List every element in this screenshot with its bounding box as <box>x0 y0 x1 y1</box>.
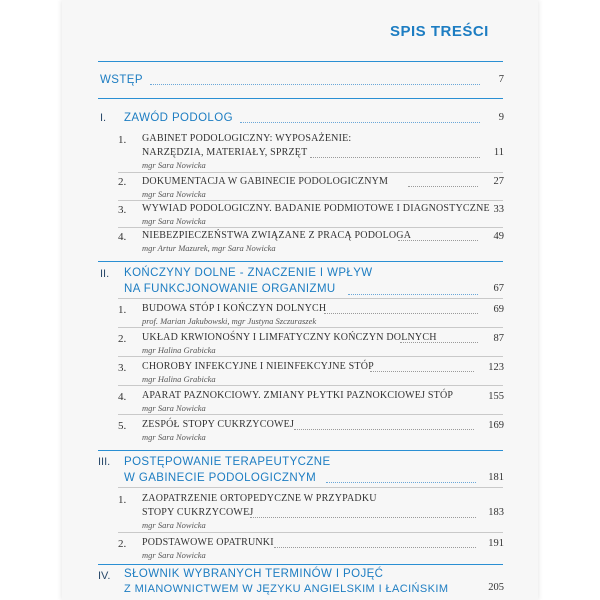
divider <box>118 385 503 386</box>
item-title-line: NARZĘDZIA, MATERIAŁY, SPRZĘT <box>142 147 308 158</box>
item-number: 3. <box>118 362 127 374</box>
item-page: 69 <box>493 304 504 315</box>
item-title-line: PODSTAWOWE OPATRUNKI <box>142 537 274 548</box>
item-number: 2. <box>118 333 127 345</box>
item-page: 155 <box>488 391 504 402</box>
item-page: 11 <box>493 147 504 158</box>
item-title-line: NIEBEZPIECZEŃSTWA ZWIĄZANE Z PRACĄ PODOLOGA <box>142 230 412 241</box>
intro-page: 7 <box>498 74 504 85</box>
item-title-line: BUDOWA STÓP I KOŃCZYN DOLNYCH <box>142 303 327 314</box>
divider <box>118 227 503 228</box>
leader-dots <box>310 157 480 158</box>
divider <box>98 450 503 451</box>
part-page: 9 <box>498 112 504 123</box>
part-page: 205 <box>488 582 504 593</box>
item-page: 123 <box>488 362 504 373</box>
divider <box>98 98 503 99</box>
divider <box>118 414 503 415</box>
item-number: 5. <box>118 420 127 432</box>
part-numeral: IV. <box>98 570 111 582</box>
leader-dots <box>324 313 478 314</box>
item-author: mgr Sara Nowicka <box>142 160 206 170</box>
item-title-line: CHOROBY INFEKCYJNE I NIEINFEKCYJNE STÓP <box>142 361 374 372</box>
divider <box>118 532 503 533</box>
leader-dots <box>294 429 474 430</box>
part-title-line: KOŃCZYNY DOLNE - ZNACZENIE I WPŁYW <box>124 267 373 279</box>
leader-dots <box>348 294 478 295</box>
part-page: 181 <box>488 472 504 483</box>
toc-heading: SPIS TREŚCI <box>390 23 489 40</box>
divider <box>118 172 503 173</box>
item-number: 1. <box>118 134 127 146</box>
item-number: 1. <box>118 304 127 316</box>
item-author: mgr Sara Nowicka <box>142 403 206 413</box>
part-title-line: NA FUNKCJONOWANIE ORGANIZMU <box>124 283 336 295</box>
item-title-line: UKŁAD KRWIONOŚNY I LIMFATYCZNY KOŃCZYN DOLNYCH <box>142 332 437 343</box>
part-title-line: Z MIANOWNICTWEM W JĘZYKU ANGIELSKIM I ŁACIŃSKIM <box>124 583 449 595</box>
item-author: mgr Sara Nowicka <box>142 520 206 530</box>
part-title-line: POSTĘPOWANIE TERAPEUTYCZNE <box>124 456 331 468</box>
item-author: mgr Sara Nowicka <box>142 432 206 442</box>
divider <box>118 200 503 201</box>
item-author: mgr Sara Nowicka <box>142 550 206 560</box>
item-author: mgr Halina Grabicka <box>142 345 216 355</box>
divider <box>98 564 503 565</box>
item-page: 87 <box>493 333 504 344</box>
part-title-line: W GABINECIE PODOLOGICZNYM <box>124 472 317 484</box>
item-page: 169 <box>488 420 504 431</box>
item-number: 3. <box>118 204 127 216</box>
item-page: 33 <box>493 204 504 215</box>
leader-dots <box>326 482 476 483</box>
leader-dots <box>250 517 476 518</box>
part-numeral: I. <box>100 112 107 124</box>
leader-dots <box>240 122 480 123</box>
divider <box>118 487 503 488</box>
item-title-line: GABINET PODOLOGICZNY: WYPOSAŻENIE: <box>142 133 352 144</box>
intro-label: WSTĘP <box>100 74 143 86</box>
item-title-line: ZAOPATRZENIE ORTOPEDYCZNE W PRZYPADKU <box>142 493 377 504</box>
item-title-line: STOPY CUKRZYCOWEJ <box>142 507 254 518</box>
item-author: mgr Halina Grabicka <box>142 374 216 384</box>
divider <box>98 61 503 62</box>
part-page: 67 <box>493 283 504 294</box>
item-number: 2. <box>118 176 127 188</box>
item-number: 2. <box>118 538 127 550</box>
item-author: mgr Sara Nowicka <box>142 216 206 226</box>
divider <box>98 261 503 262</box>
leader-dots <box>150 84 480 85</box>
item-page: 49 <box>493 231 504 242</box>
item-page: 191 <box>488 538 504 549</box>
item-title-line: APARAT PAZNOKCIOWY. ZMIANY PŁYTKI PAZNOKCIOWEJ STÓP <box>142 390 454 401</box>
part-numeral: III. <box>98 456 111 468</box>
leader-dots <box>274 547 476 548</box>
item-author: mgr Sara Nowicka <box>142 189 206 199</box>
divider <box>118 356 503 357</box>
item-author: mgr Artur Mazurek, mgr Sara Nowicka <box>142 243 276 253</box>
item-page: 183 <box>488 507 504 518</box>
item-number: 4. <box>118 231 127 243</box>
item-author: prof. Marian Jakubowski, mgr Justyna Szczuraszek <box>142 316 317 326</box>
item-title-line: WYWIAD PODOLOGICZNY. BADANIE PODMIOTOWE I DIAGNOSTYCZNE <box>142 203 490 214</box>
divider <box>118 327 503 328</box>
item-title-line: DOKUMENTACJA W GABINECIE PODOLOGICZNYM <box>142 176 389 187</box>
item-number: 1. <box>118 494 127 506</box>
part-title: ZAWÓD PODOLOG <box>124 112 233 124</box>
part-numeral: II. <box>100 268 110 280</box>
leader-dots <box>370 371 474 372</box>
item-page: 27 <box>493 176 504 187</box>
book-page <box>62 0 538 600</box>
part-title-line: SŁOWNIK WYBRANYCH TERMINÓW I POJĘĆ <box>124 568 384 580</box>
divider <box>118 298 503 299</box>
item-title-line: ZESPÓŁ STOPY CUKRZYCOWEJ <box>142 419 295 430</box>
item-number: 4. <box>118 391 127 403</box>
